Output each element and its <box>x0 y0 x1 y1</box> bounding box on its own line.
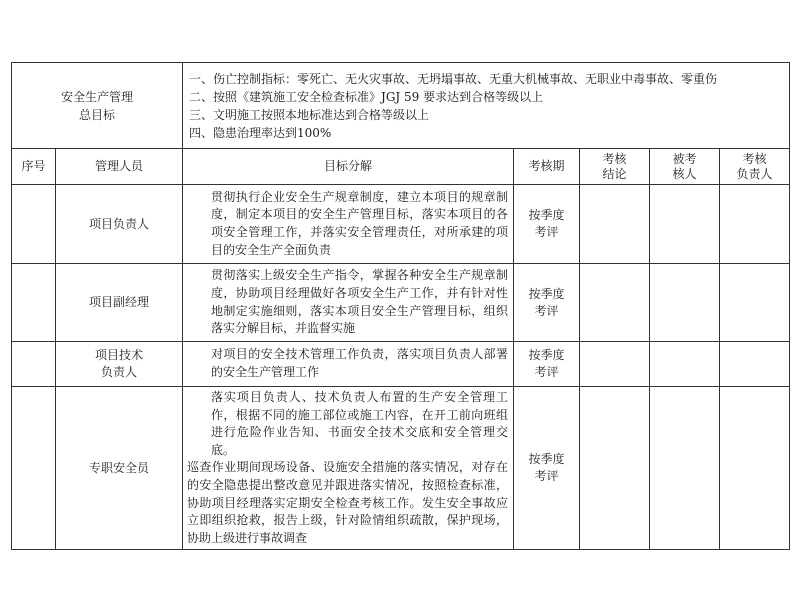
header-manager: 管理人员 <box>56 149 183 185</box>
row-description-cell <box>183 264 514 342</box>
row-responsible-cell[interactable] <box>720 185 790 264</box>
header-responsible-line2: 负责人 <box>736 166 773 181</box>
row-description-cell <box>183 185 514 264</box>
row-period-cell <box>514 264 580 342</box>
summary-label-line2: 总目标 <box>79 107 116 122</box>
row-period-line1: 按季度 <box>528 286 565 301</box>
table-row <box>12 342 790 387</box>
indicator-4: 四、隐患治理率达到100% <box>189 125 332 140</box>
header-responsible <box>720 149 790 185</box>
row-assessee-cell[interactable] <box>650 342 720 387</box>
row-description-cell <box>183 342 514 387</box>
row-period-cell <box>514 342 580 387</box>
row-seq-cell <box>12 264 56 342</box>
header-conclusion-line2: 结论 <box>602 166 627 181</box>
summary-label-line1: 安全生产管理 <box>61 89 134 104</box>
row-description: 贯彻执行企业安全生产规章制度，建立本项目的规章制度，制定本项目的安全生产管理目标，落实本项目的各项安全管理工作，并落实安全管理责任，对所承建的项目的安全生产全面负责 <box>211 189 509 257</box>
row-role-line1: 项目副经理 <box>89 295 150 309</box>
header-conclusion-line1: 考核 <box>602 151 627 166</box>
table-row <box>12 264 790 342</box>
row-role-cell <box>56 185 183 264</box>
row-role-cell <box>56 264 183 342</box>
safety-goal-table <box>11 62 790 550</box>
row-responsible-cell[interactable] <box>720 387 790 550</box>
table-row <box>12 185 790 264</box>
header-period: 考核期 <box>514 149 580 185</box>
row-period-line1: 按季度 <box>528 348 565 362</box>
row-description: 落实项目负责人、技术负责人布置的生产安全管理工作，根据不同的施工部位或施工内容，在开工前向班组进行危险作业告知、书面安全技术交底和安全管理交底。 <box>211 390 509 457</box>
header-assessee-line1: 被考 <box>672 151 697 166</box>
row-period-cell <box>514 185 580 264</box>
row-role-line1: 项目技术 <box>95 348 144 362</box>
row-conclusion-cell[interactable] <box>580 342 650 387</box>
summary-label-cell <box>12 63 183 149</box>
header-breakdown: 目标分解 <box>183 149 514 185</box>
row-period-line1: 按季度 <box>528 452 565 467</box>
header-responsible-line1: 考核 <box>742 151 767 166</box>
header-seq: 序号 <box>12 149 56 185</box>
header-assessee-line2: 核人 <box>672 166 697 181</box>
row-period-line2: 考评 <box>534 225 559 239</box>
row-conclusion-cell[interactable] <box>580 387 650 550</box>
row-conclusion-cell[interactable] <box>580 185 650 264</box>
row-role-line1: 专职安全员 <box>89 460 150 475</box>
header-row <box>12 149 790 185</box>
summary-row <box>12 63 790 149</box>
header-conclusion <box>580 149 650 185</box>
row-assessee-cell[interactable] <box>650 387 720 550</box>
row-responsible-cell[interactable] <box>720 264 790 342</box>
header-assessee <box>650 149 720 185</box>
row-description-extra: 巡查作业期间现场设备、设施安全措施的落实情况，对存在的安全隐患提出整改意见并跟进落实情况，按照检查标准，协助项目经理落实定期安全检查考核工作。发生安全事故应立即组织抢救，报告上级，针对险情组织疏散，保护现场，协助上级进行事故调查 <box>187 460 509 545</box>
row-seq-cell <box>12 342 56 387</box>
row-role-line2: 负责人 <box>101 365 138 379</box>
row-assessee-cell[interactable] <box>650 185 720 264</box>
row-period-line2: 考评 <box>534 303 559 318</box>
row-description-cell <box>183 387 514 550</box>
row-assessee-cell[interactable] <box>650 264 720 342</box>
row-period-line2: 考评 <box>534 469 559 484</box>
indicator-2: 二、按照《建筑施工安全检查标准》JGJ 59 要求达到合格等级以上 <box>189 89 544 104</box>
row-description: 贯彻落实上级安全生产指令，掌握各种安全生产规章制度，协助项目经理做好各项安全生产工作，并有针对性地制定实施细则，落实本项目安全生产管理目标，组织落实分解目标，并监督实施 <box>211 268 509 336</box>
row-conclusion-cell[interactable] <box>580 264 650 342</box>
indicator-3: 三、文明施工按照本地标准达到合格等级以上 <box>189 107 430 122</box>
row-seq-cell <box>12 387 56 550</box>
indicator-1: 一、伤亡控制指标：零死亡、无火灾事故、无坍塌事故、无重大机械事故、无职业中毒事故、零重伤 <box>189 71 718 86</box>
row-role-cell <box>56 342 183 387</box>
row-role-cell <box>56 387 183 550</box>
row-role-line1: 项目负责人 <box>89 216 150 231</box>
row-period-line2: 考评 <box>534 365 559 379</box>
table-row <box>12 387 790 550</box>
row-responsible-cell[interactable] <box>720 342 790 387</box>
row-period-cell <box>514 387 580 550</box>
row-description: 对项目的安全技术管理工作负责，落实项目负责人部署的安全生产管理工作 <box>211 347 509 379</box>
row-seq-cell <box>12 185 56 264</box>
row-period-line1: 按季度 <box>528 208 565 222</box>
summary-indicators-cell <box>183 63 790 149</box>
